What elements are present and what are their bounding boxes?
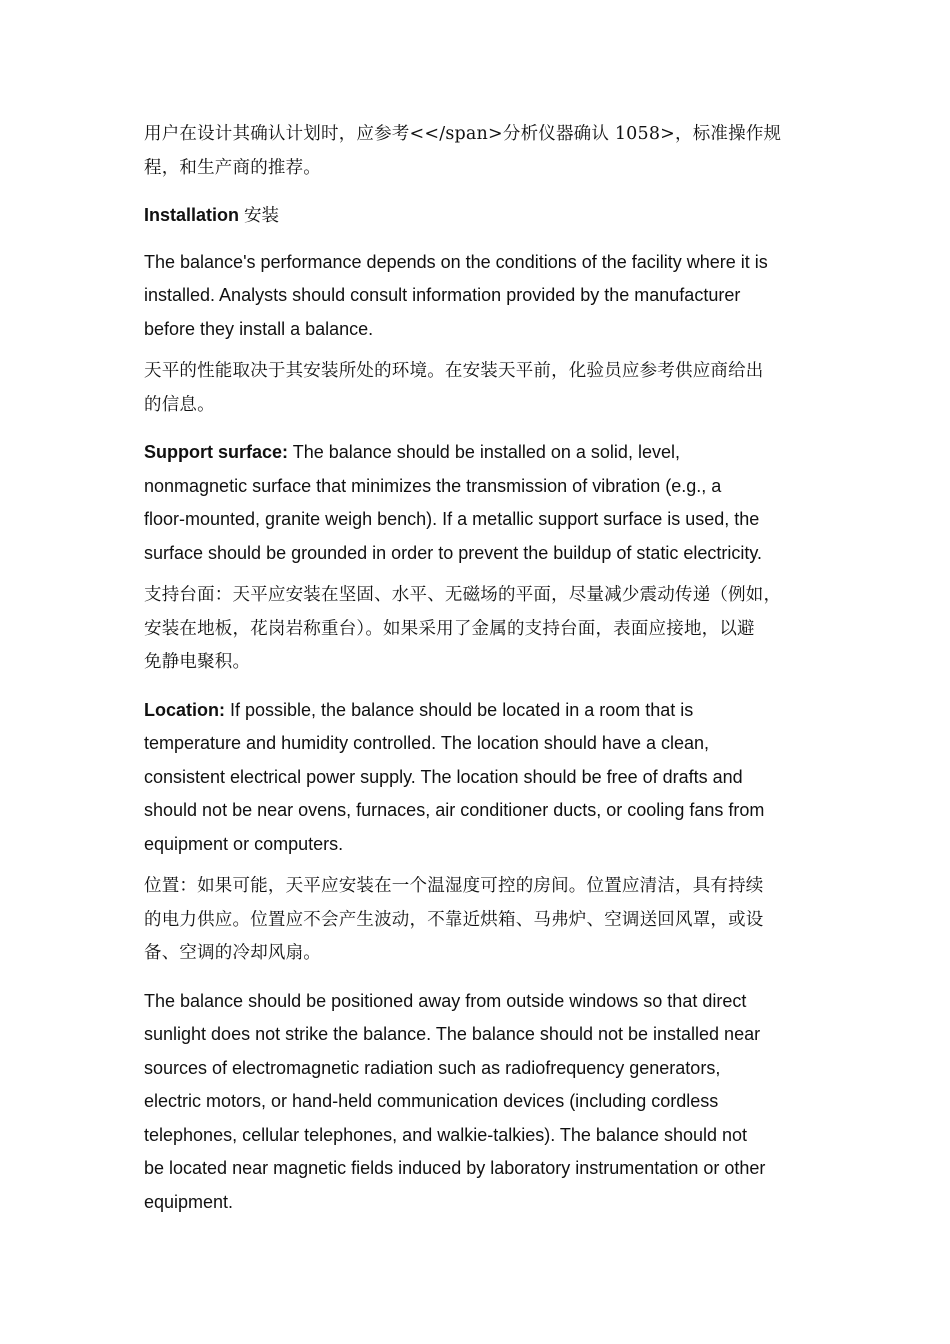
text-line: 免静电聚积。: [144, 652, 251, 672]
text-line: 的电力供应。位置应不会产生波动，不靠近烘箱、马弗炉、空调送回风罩，或设: [144, 909, 764, 930]
text-line: electric motors, or hand-held communication devices (including cordless: [144, 1091, 719, 1111]
text-line: equipment or computers.: [144, 833, 344, 854]
text-line: 支持台面：天平应安装在坚固、水平、无磁场的平面，尽量减少震动传递（例如，: [144, 585, 782, 605]
text-line: 天平的性能取决于其安装所处的环境。在安装天平前，化验员应参考供应商给出: [144, 361, 764, 381]
text-line: temperature and humidity controlled. The location should have a clean,: [144, 733, 710, 753]
windows-paragraph-en: [144, 985, 810, 1220]
text-line: telephones, cellular telephones, and walkie-talkies). The balance should not: [144, 1124, 748, 1145]
text-line: The balance should be positioned away from outside windows so that direct: [144, 990, 747, 1011]
installation-heading-zh: 安装: [244, 206, 280, 226]
intro-paragraph-zh: [144, 118, 810, 185]
installation-paragraph-en: [144, 246, 810, 347]
support-surface-paragraph-en: [144, 436, 810, 570]
text-line: equipment.: [144, 1191, 234, 1212]
text-line: The balance's performance depends on the conditions of the facility where it is: [144, 251, 768, 272]
text-line: installed. Analysts should consult information provided by the manufacturer: [144, 285, 741, 305]
text-line: [144, 694, 810, 728]
text-line: consistent electrical power supply. The location should be free of drafts and: [144, 766, 743, 787]
location-label: Location:: [144, 699, 225, 720]
text-line: should not be near ovens, furnaces, air conditioner ducts, or cooling fans from: [144, 800, 765, 820]
support-surface-label: Support surface:: [144, 442, 289, 462]
location-first-line: If possible, the balance should be located in a room that is: [225, 699, 694, 720]
support-surface-paragraph-zh: [144, 579, 810, 680]
text-line: 的信息。: [144, 394, 215, 415]
text-line: before they install a balance.: [144, 318, 374, 339]
text-line: 用户在设计其确认计划时，应参考<</span>分析仪器确认 1058>，标准操作规: [144, 124, 782, 144]
text-line: nonmagnetic surface that minimizes the transmission of vibration (e.g., a: [144, 475, 722, 496]
text-line: floor-mounted, granite weigh bench). If a metallic support surface is used, the: [144, 509, 760, 529]
text-line: 安装在地板，花岗岩称重台）。如果采用了金属的支持台面，表面应接地，以避: [144, 618, 755, 639]
text-line: sunlight does not strike the balance. The balance should not be installed near: [144, 1024, 761, 1044]
text-line: surface should be grounded in order to prevent the buildup of static electricity.: [144, 542, 763, 563]
text-line: 位置：如果可能，天平应安装在一个温湿度可控的房间。位置应清洁，具有持续: [144, 876, 764, 896]
support-surface-first-line: The balance should be installed on a solid, level,: [288, 442, 680, 462]
location-paragraph-en: [144, 694, 810, 862]
text-line: 程，和生产商的推荐。: [144, 157, 321, 178]
installation-heading: [144, 199, 810, 234]
installation-heading-en: Installation: [144, 205, 240, 225]
location-paragraph-zh: [144, 870, 810, 971]
text-line: [144, 436, 810, 470]
installation-paragraph-zh: [144, 355, 810, 422]
text-line: sources of electromagnetic radiation such as radiofrequency generators,: [144, 1057, 721, 1078]
text-line: 备、空调的冷却风扇。: [144, 943, 321, 963]
document-body: [144, 118, 810, 1228]
text-line: be located near magnetic fields induced by laboratory instrumentation or other: [144, 1158, 766, 1178]
